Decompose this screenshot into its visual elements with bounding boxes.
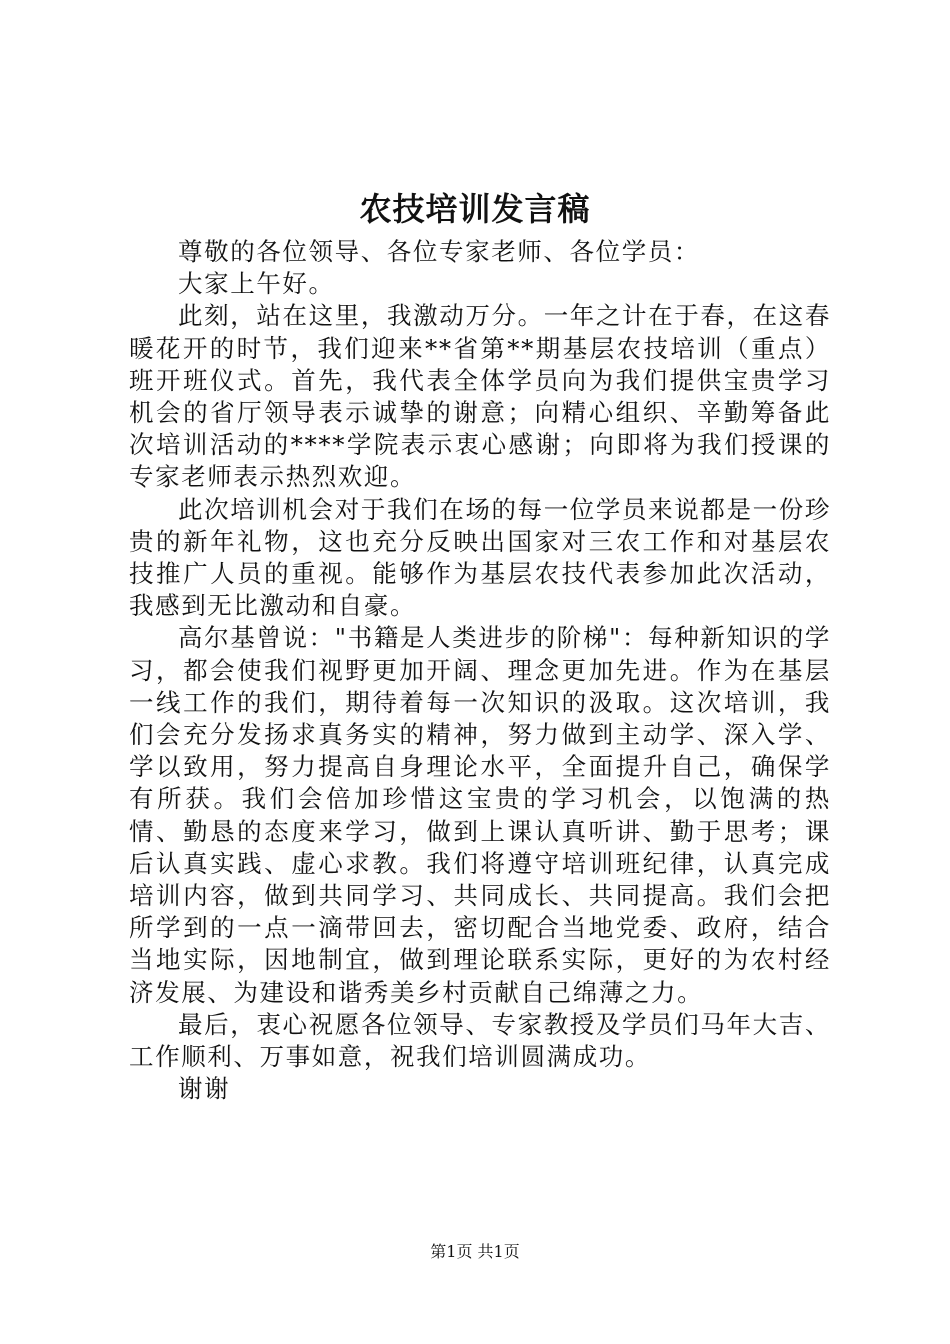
closing-wishes-paragraph: 最后，衷心祝愿各位领导、专家教授及学员们马年大吉、工作顺利、万事如意，祝我们培训圆满成功。: [129, 1009, 831, 1072]
thanks-paragraph: 谢谢: [178, 1074, 231, 1104]
greeting-paragraph: 大家上午好。: [178, 269, 335, 299]
opening-paragraph: 此刻，站在这里，我激动万分。一年之计在于春，在这春暖花开的时节，我们迎来**省第**期基层农技培训（重点）班开班仪式。首先，我代表全体学员向为我们提供宝贵学习机会的省厅领导表示诚挚的谢意；向精心组织、辛勤筹备此次培训活动的****学院表示衷心感谢；向即将为我们授课的专家老师表示热烈欢迎。: [129, 301, 831, 492]
document-body: [129, 236, 831, 1105]
commitment-paragraph: 高尔基曾说："书籍是人类进步的阶梯"：每种新知识的学习，都会使我们视野更加开阔、理念更加先进。作为在基层一线工作的我们，期待着每一次知识的汲取。这次培训，我们会充分发扬求真务实的精神，努力做到主动学、深入学、学以致用，努力提高自身理论水平，全面提升自己，确保学有所获。我们会倍加珍惜这宝贵的学习机会，以饱满的热情、勤恳的态度来学习，做到上课认真听讲、勤于思考；课后认真实践、虚心求教。我们将遵守培训班纪律，认真完成培训内容，做到共同学习、共同成长、共同提高。我们会把所学到的一点一滴带回去，密切配合当地党委、政府，结合当地实际，因地制宜，做到理论联系实际，更好的为农村经济发展、为建设和谐秀美乡村贡献自己绵薄之力。: [129, 623, 831, 1007]
page-number-footer: 第1页 共1页: [430, 1242, 520, 1261]
salutation-paragraph: 尊敬的各位领导、各位专家老师、各位学员：: [178, 237, 700, 266]
training-opportunity-paragraph: 此次培训机会对于我们在场的每一位学员来说都是一份珍贵的新年礼物，这也充分反映出国家对三农工作和对基层农技推广人员的重视。能够作为基层农技代表参加此次活动，我感到无比激动和自豪。: [129, 494, 831, 621]
document-title: 农技培训发言稿: [359, 190, 591, 228]
